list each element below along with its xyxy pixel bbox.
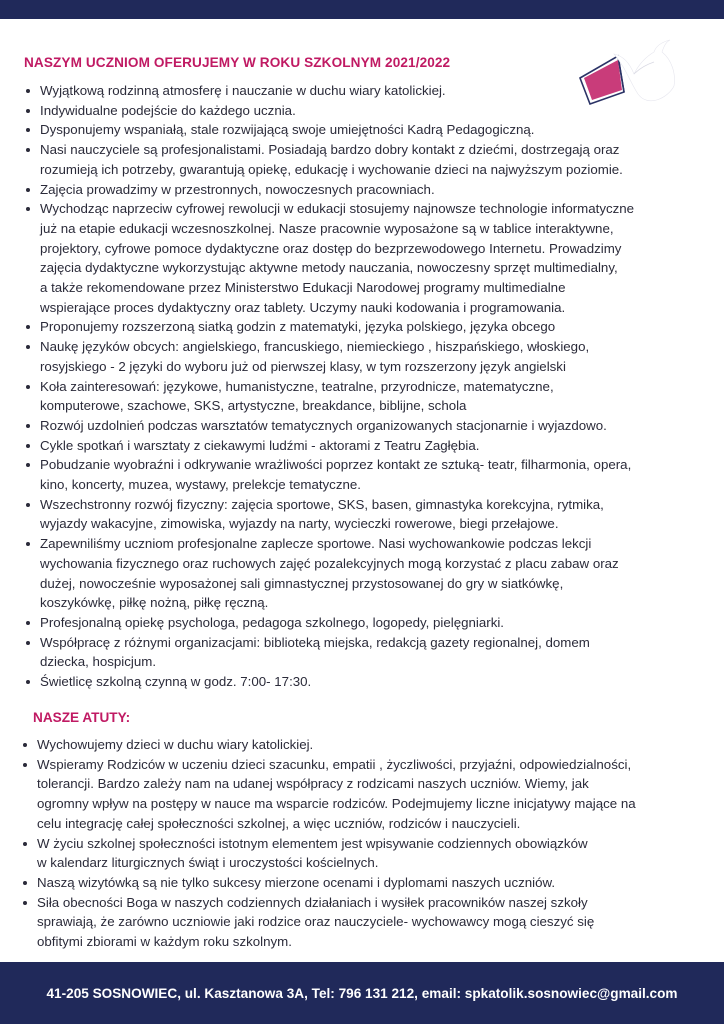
list-item: Wyjątkową rodzinną atmosferę i nauczanie w duchu wiary katolickiej.: [40, 81, 690, 101]
list-item: Indywidualne podejście do każdego ucznia.: [40, 101, 690, 121]
list-item: Dysponujemy wspaniałą, stale rozwijającą swoje umiejętności Kadrą Pedagogiczną.: [40, 120, 690, 140]
list-item: Naszą wizytówką są nie tylko sukcesy mierzone ocenami i dyplomami naszych uczniów.: [37, 873, 699, 893]
list-item: Zajęcia prowadzimy w przestronnych, nowoczesnych pracowniach.: [40, 180, 690, 200]
list-item: Rozwój uzdolnień podczas warsztatów tematycznych organizowanych stacjonarnie i wyjazdowo.: [40, 416, 690, 436]
list-item: Zapewniliśmy uczniom profesjonalne zaplecze sportowe. Nasi wychowankowie podczas lekcji wychowania fizycznego oraz ruchowych zajęć pozalekcyjnych mogą korzystać z placu zabaw oraz dużej, nowocześnie wyposażonej sali gimnastycznej przystosowanej do gry w siatkówkę, koszykówkę, piłkę nożną, piłkę ręczną.: [40, 534, 690, 613]
assets-heading: NASZE ATUTY:: [33, 710, 131, 725]
offer-list: [40, 81, 690, 692]
list-item: Pobudzanie wyobraźni i odkrywanie wrażliwości poprzez kontakt ze sztuką- teatr, filharmonia, opera, kino, koncerty, muzea, wystawy, prelekcje tematyczne.: [40, 455, 690, 494]
list-item: Profesjonalną opiekę psychologa, pedagoga szkolnego, logopedy, pielęgniarki.: [40, 613, 690, 633]
top-bar: [0, 0, 724, 19]
list-item: Współpracę z różnymi organizacjami: biblioteką miejska, redakcją gazety regionalnej, domem dziecka, hospicjum.: [40, 633, 690, 672]
assets-list: [37, 735, 699, 952]
footer-bar: [0, 962, 724, 1024]
list-item: Naukę języków obcych: angielskiego, francuskiego, niemieckiego , hiszpańskiego, włoskiego, rosyjskiego - 2 języki do wyboru już od pierwszej klasy, w tym rozszerzony język angielski: [40, 337, 690, 376]
footer-contact: 41-205 SOSNOWIEC, ul. Kasztanowa 3A, Tel: 796 131 212, email: spkatolik.sosnowiec@gmail.com: [46, 985, 678, 1001]
list-item: Wszechstronny rozwój fizyczny: zajęcia sportowe, SKS, basen, gimnastyka korekcyjna, rytmika, wyjazdy wakacyjne, zimowiska, wyjazdy na narty, wycieczki rowerowe, biegi przełajowe.: [40, 495, 690, 534]
list-item: Nasi nauczyciele są profesjonalistami. Posiadają bardzo dobry kontakt z dziećmi, dostrzegają oraz rozumieją ich potrzeby, gwarantują opiekę, edukację i wychowanie dzieci na najwyższym poziomie.: [40, 140, 690, 179]
list-item: Wspieramy Rodziców w uczeniu dzieci szacunku, empatii , życzliwości, przyjaźni, odpowiedzialności, tolerancji. Bardzo zależy nam na udanej współpracy z rodzicami naszych uczniów. Wiemy, jak ogromny wpływ na postępy w nauce ma wsparcie rodziców. Podejmujemy liczne inicjatywy mające na celu integrację całej społeczności szkolnej, a więc uczniów, rodziców i nauczycieli.: [37, 755, 699, 834]
list-item: Wychodząc naprzeciw cyfrowej rewolucji w edukacji stosujemy najnowsze technologie informatyczne już na etapie edukacji wczesnoszkolnej. Nasze pracownie wyposażone są w tablice interaktywne, projektory, cyfrowe pomoce dydaktyczne oraz dostęp do bezprzewodowego Internetu. Prowadzimy zajęcia dydaktyczne wykorzystując aktywne metody nauczania, nowoczesny sprzęt multimedialny, a także rekomendowane przez Ministerstwo Edukacji Narodowej programy multimedialne wspierające proces dydaktyczny oraz tablety. Uczymy nauki kodowania i programowania.: [40, 199, 690, 317]
list-item: Koła zainteresowań: językowe, humanistyczne, teatralne, przyrodnicze, matematyczne, komputerowe, szachowe, SKS, artystyczne, breakdance, biblijne, schola: [40, 377, 690, 416]
list-item: Cykle spotkań i warsztaty z ciekawymi ludźmi - aktorami z Teatru Zagłębia.: [40, 436, 690, 456]
list-item: Świetlicę szkolną czynną w godz. 7:00- 17:30.: [40, 672, 690, 692]
offer-heading: NASZYM UCZNIOM OFERUJEMY W ROKU SZKOLNYM 2021/2022: [24, 55, 451, 70]
list-item: Siła obecności Boga w naszych codziennych działaniach i wysiłek pracowników naszej szkoły sprawiają, że zarówno uczniowie jaki rodzice oraz nauczyciele- wychowawcy mogą cieszyć się obfitymi zbiorami w każdym roku szkolnym.: [37, 893, 699, 952]
list-item: W życiu szkolnej społeczności istotnym elementem jest wpisywanie codziennych obowiązków w kalendarz liturgicznych świąt i uroczystości kościelnych.: [37, 834, 699, 873]
list-item: Wychowujemy dzieci w duchu wiary katolickiej.: [37, 735, 699, 755]
list-item: Proponujemy rozszerzoną siatką godzin z matematyki, języka polskiego, języka obcego: [40, 317, 690, 337]
